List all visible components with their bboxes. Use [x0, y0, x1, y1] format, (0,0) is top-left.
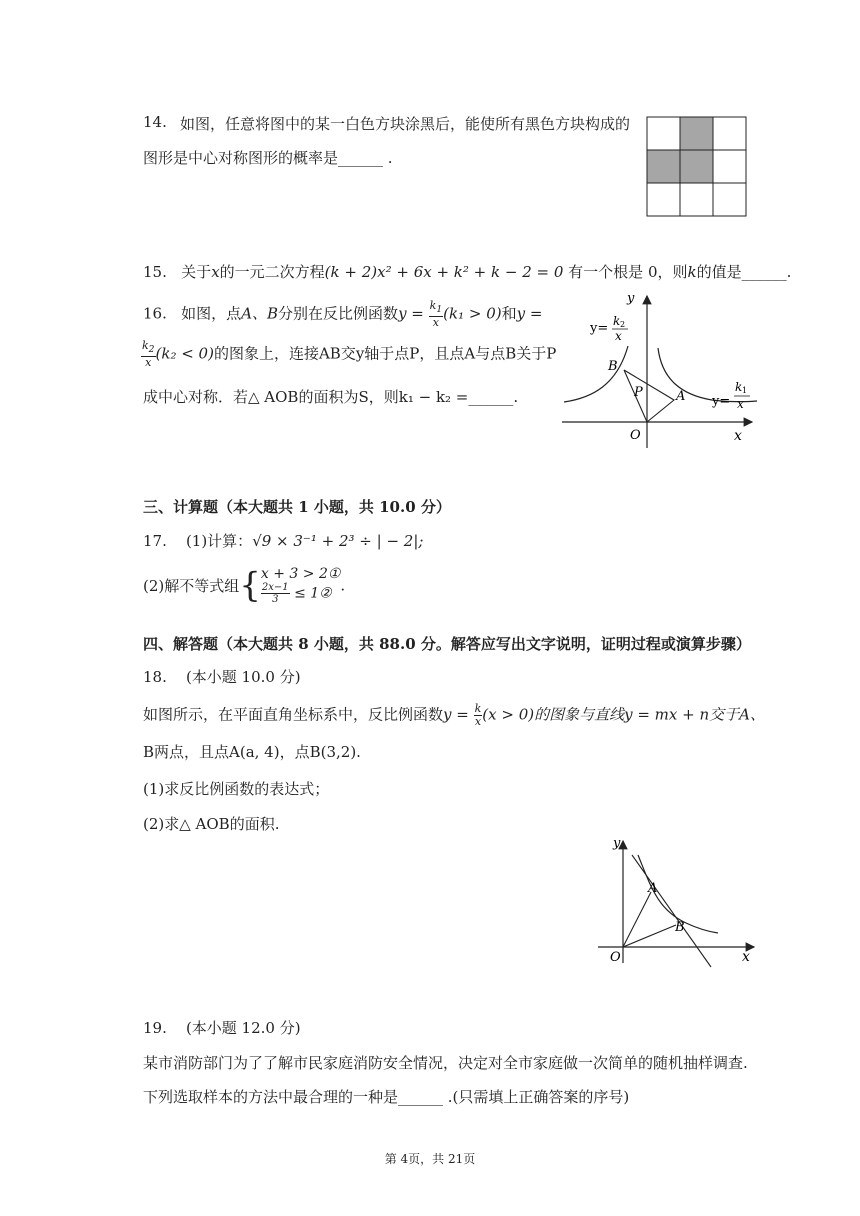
- q16-figure: [562, 290, 762, 450]
- q15-mid: 的一元二次方程: [219, 263, 325, 281]
- grid-cell-white: [647, 117, 680, 150]
- svg-text:P: P: [634, 385, 643, 400]
- svg-text:O: O: [630, 428, 641, 443]
- q15-var-x: x: [211, 263, 220, 281]
- q17-ineq1: x + 3 > 2①: [260, 566, 341, 582]
- grid-cell-white: [680, 183, 713, 216]
- q19-line1: 某市消防部门为了了解市民家庭消防安全情况，决定对全市家庭做一次简单的随机抽样调查.: [143, 1054, 748, 1072]
- svg-text:x: x: [742, 949, 750, 965]
- grid-cell-black: [680, 117, 713, 150]
- q16-number: 16.: [143, 304, 167, 323]
- q18-number: 18.: [143, 668, 167, 686]
- q17-part2-label: (2)解不等式组: [143, 577, 240, 595]
- q15-equation: (k + 2)x² + 6x + k² + k − 2 = 0: [324, 263, 564, 281]
- q15-var-k: k: [687, 263, 697, 281]
- svg-text:2: 2: [620, 320, 626, 329]
- q14-number: 14.: [143, 113, 167, 131]
- q19-header: [143, 1017, 301, 1038]
- q16-cond2: (k₂ < 0): [155, 344, 214, 363]
- section4-heading: 四、解答题（本大题共 8 小题，共 88.0 分。解答应写出文字说明，证明过程或演算步骤）: [143, 635, 751, 653]
- svg-text:x: x: [737, 397, 744, 411]
- q18-line1-post: (x > 0)的图象与直线y = mx + n交于A、: [482, 705, 765, 724]
- grid-cell-white: [647, 183, 680, 216]
- q18-part2: (2)求△ AOB的面积.: [143, 815, 280, 833]
- q15-post: 的值是______.: [696, 263, 792, 281]
- q18-frac: $\frac{k}{x}$: [474, 702, 482, 728]
- q17-part2: (2)解不等式组{x + 3 > 2① $\frac{2x-1}{3}$ ≤ 1② .: [143, 565, 346, 606]
- q18-figure: [596, 835, 761, 970]
- svg-text:1: 1: [742, 386, 748, 395]
- svg-text:y=: y=: [712, 394, 731, 409]
- q15-text: [143, 261, 791, 282]
- q14-line1: 如图，任意将图中的某一白色方块涂黑后，能使所有黑色方块构成的: [180, 115, 631, 133]
- q17-part1-label: (1)计算：: [185, 532, 253, 550]
- q19-line2: 下列选取样本的方法中最合理的一种是______ .(只需填上正确答案的序号): [143, 1088, 630, 1106]
- grid-cell-white: [713, 117, 746, 150]
- q17-part1-expr: √9 × 3⁻¹ + 2³ ÷ | − 2|;: [252, 532, 424, 550]
- q16-y-eq: y =: [398, 304, 424, 323]
- q16-and: 和: [501, 304, 517, 323]
- q14-line2: 图形是中心对称图形的概率是______ .: [143, 149, 393, 167]
- q16-line1: [143, 300, 542, 329]
- q17-part1: [143, 530, 423, 551]
- q18-header: [143, 666, 301, 687]
- grid-cell-black: [647, 150, 680, 183]
- svg-text:y: y: [627, 291, 635, 306]
- section3-heading: 三、计算题（本大题共 1 小题，共 10.0 分）: [143, 498, 451, 516]
- q15-number: 15.: [143, 263, 167, 281]
- q18-line1: 如图所示，在平面直角坐标系中，反比例函数y = $\frac{k}{x}$ (x > 0)的图象与直线y = mx + n交于A、: [143, 702, 765, 728]
- q18-part1: (1)求反比例函数的表达式；: [143, 780, 330, 798]
- svg-text:x: x: [734, 428, 742, 444]
- svg-text:k: k: [735, 380, 743, 394]
- svg-text:B: B: [608, 359, 618, 374]
- q16-y-eq2: y =: [516, 304, 543, 323]
- q16-line3: 成中心对称．若△ AOB的面积为S，则k₁ − k₂ =______.: [143, 388, 519, 406]
- q16-pre: 如图，点: [181, 304, 242, 323]
- grid-cell-white: [713, 183, 746, 216]
- q18-line2: B两点，且点A(a, 4)，点B(3,2).: [143, 743, 361, 761]
- q16-mid: 分别在反比例函数: [278, 304, 399, 323]
- grid-cell-white: [713, 150, 746, 183]
- svg-text:B: B: [675, 920, 685, 935]
- svg-text:y: y: [613, 836, 621, 851]
- q14-grid-figure: [646, 116, 748, 217]
- q16-line2: [141, 340, 556, 369]
- svg-text:A: A: [676, 389, 686, 404]
- q16-frac2: $\frac{k_2}{x}$: [142, 339, 155, 370]
- svg-text:k: k: [613, 314, 621, 328]
- q16-frac1: $\frac{k_1}{x}$: [429, 299, 443, 330]
- q16-AB: A、B: [241, 304, 279, 323]
- svg-text:x: x: [615, 329, 622, 343]
- q15-mid2: 有一个根是 0，则: [568, 263, 688, 281]
- grid-cell-black: [680, 150, 713, 183]
- q16-cond1: (k₁ > 0): [443, 304, 502, 323]
- q19-number: 19.: [143, 1019, 167, 1037]
- svg-text:A: A: [648, 881, 658, 896]
- svg-text:y=: y=: [590, 321, 609, 336]
- q17-number: 17.: [143, 532, 167, 550]
- page-footer: 第 4页，共 21页: [384, 1152, 476, 1166]
- q17-ineq2: ≤ 1②: [294, 585, 332, 602]
- q18-points: (本小题 10.0 分): [185, 668, 301, 686]
- q16-line2-post: 的图象上，连接AB交y轴于点P，且点A与点B关于P: [213, 344, 557, 363]
- q19-points: (本小题 12.0 分): [185, 1019, 301, 1037]
- svg-text:O: O: [610, 950, 621, 965]
- q18-line1-pre: 如图所示，在平面直角坐标系中，反比例函数: [143, 705, 444, 724]
- q15-pre: 关于: [181, 263, 212, 281]
